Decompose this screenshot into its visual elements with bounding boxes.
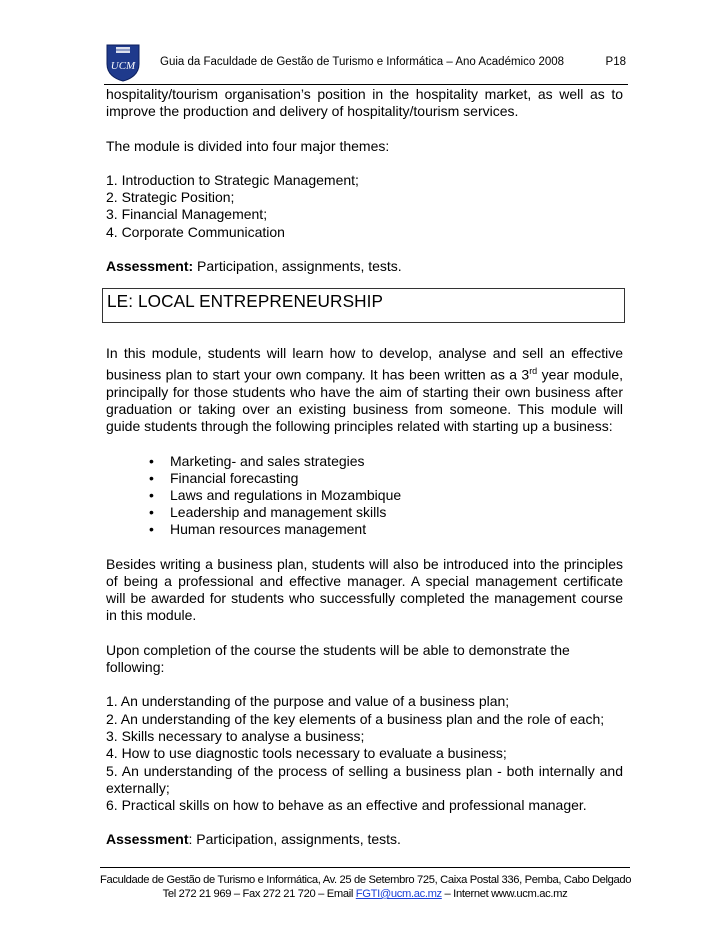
list-item: 2. An understanding of the key elements of a business plan and the role of each; [106,710,605,727]
bullet-icon: • [149,452,154,469]
footer-address: Faculdade de Gestão de Turismo e Informática, Av. 25 de Setembro 725, Caixa Postal 336, Pemba, Cabo Delgado [100,874,632,886]
assessment-label: Assessment [106,831,189,848]
main-content [106,86,623,849]
list-item: 4. Corporate Communication [106,223,285,240]
section-title: LE: LOCAL ENTREPRENEURSHIP [107,291,384,312]
list-item: 3. Skills necessary to analyse a business; [106,727,365,744]
list-item-text: Financial forecasting [170,469,299,486]
list-item: 4. How to use diagnostic tools necessary to evaluate a business; [106,745,507,762]
list-item [149,453,623,470]
list-item-text: Leadership and management skills [170,504,387,521]
list-item: 1. An understanding of the purpose and value of a business plan; [106,693,510,710]
logo-text: UCM [110,60,136,72]
section-heading-box [102,288,625,323]
intro-paragraph: hospitality/tourism organisation’s position in the hospitality market, as well as to improve the production and delivery of hospitality/tourism services. [106,86,623,120]
list-item [149,521,623,538]
assessment-label: Assessment: [106,258,194,275]
page-footer [100,867,630,900]
header-title: Guia da Faculdade de Gestão de Turismo e Informática – Ano Académico 2008 [160,56,565,68]
page-number: P18 [605,56,626,68]
list-item: 5. An understanding of the process of selling a business plan - both internally and externally; [106,762,623,796]
list-item: 2. Strategic Position; [106,189,235,206]
assessment-text: : Participation, assignments, tests. [188,831,401,848]
list-item [149,470,623,487]
themes-list [106,172,623,241]
list-item: 1. Introduction to Strategic Management; [106,171,359,188]
section-paragraph-3: Upon completion of the course the students will be able to demonstrate the following: [106,641,570,676]
list-item-text: Laws and regulations in Mozambique [170,486,402,503]
footer-phone: Tel 272 21 969 – Fax 272 21 720 – Email [162,888,356,900]
list-item: 3. Financial Management; [106,206,268,223]
list-item-text: Marketing- and sales strategies [170,452,365,469]
email-link[interactable]: FGTI@ucm.ac.mz [355,888,442,900]
footer-website: – Internet www.ucm.ac.mz [441,888,568,900]
bullet-icon: • [149,469,154,486]
intro-assessment [106,258,623,275]
list-item [149,487,623,504]
section-paragraph-1 [106,345,623,435]
page-header [104,38,628,85]
bullet-icon: • [149,504,154,521]
list-item [149,504,623,521]
ucm-logo-icon [104,42,142,82]
superscript: rd [529,365,538,376]
footer-contact [100,888,630,900]
bullet-icon: • [149,486,154,503]
assessment-text: Participation, assignments, tests. [193,258,402,275]
list-item-text: Human resources management [170,521,367,538]
bullet-icon: • [149,521,154,538]
section-paragraph-2: Besides writing a business plan, students will also be introduced into the principles of being a professional and effective manager. A special management certificate will be awarded for students who successfully completed the management course in this module. [106,555,623,624]
themes-intro: The module is divided into four major themes: [106,137,390,154]
section-assessment [106,831,623,848]
principles-list [106,453,623,539]
list-item: 6. Practical skills on how to behave as an effective and professional manager. [106,797,587,814]
paragraph-text: year module, principally for those students who have the aim of starting their own business after graduation or taking over an existing business from someone. This module will guide students through the following principles related with starting up a business: [106,366,623,435]
outcomes-list [106,693,623,814]
paragraph-text: In this module, students will learn how to develop, analyse and sell an effective business plan to start your own company. It has been written as a 3 [106,345,623,383]
